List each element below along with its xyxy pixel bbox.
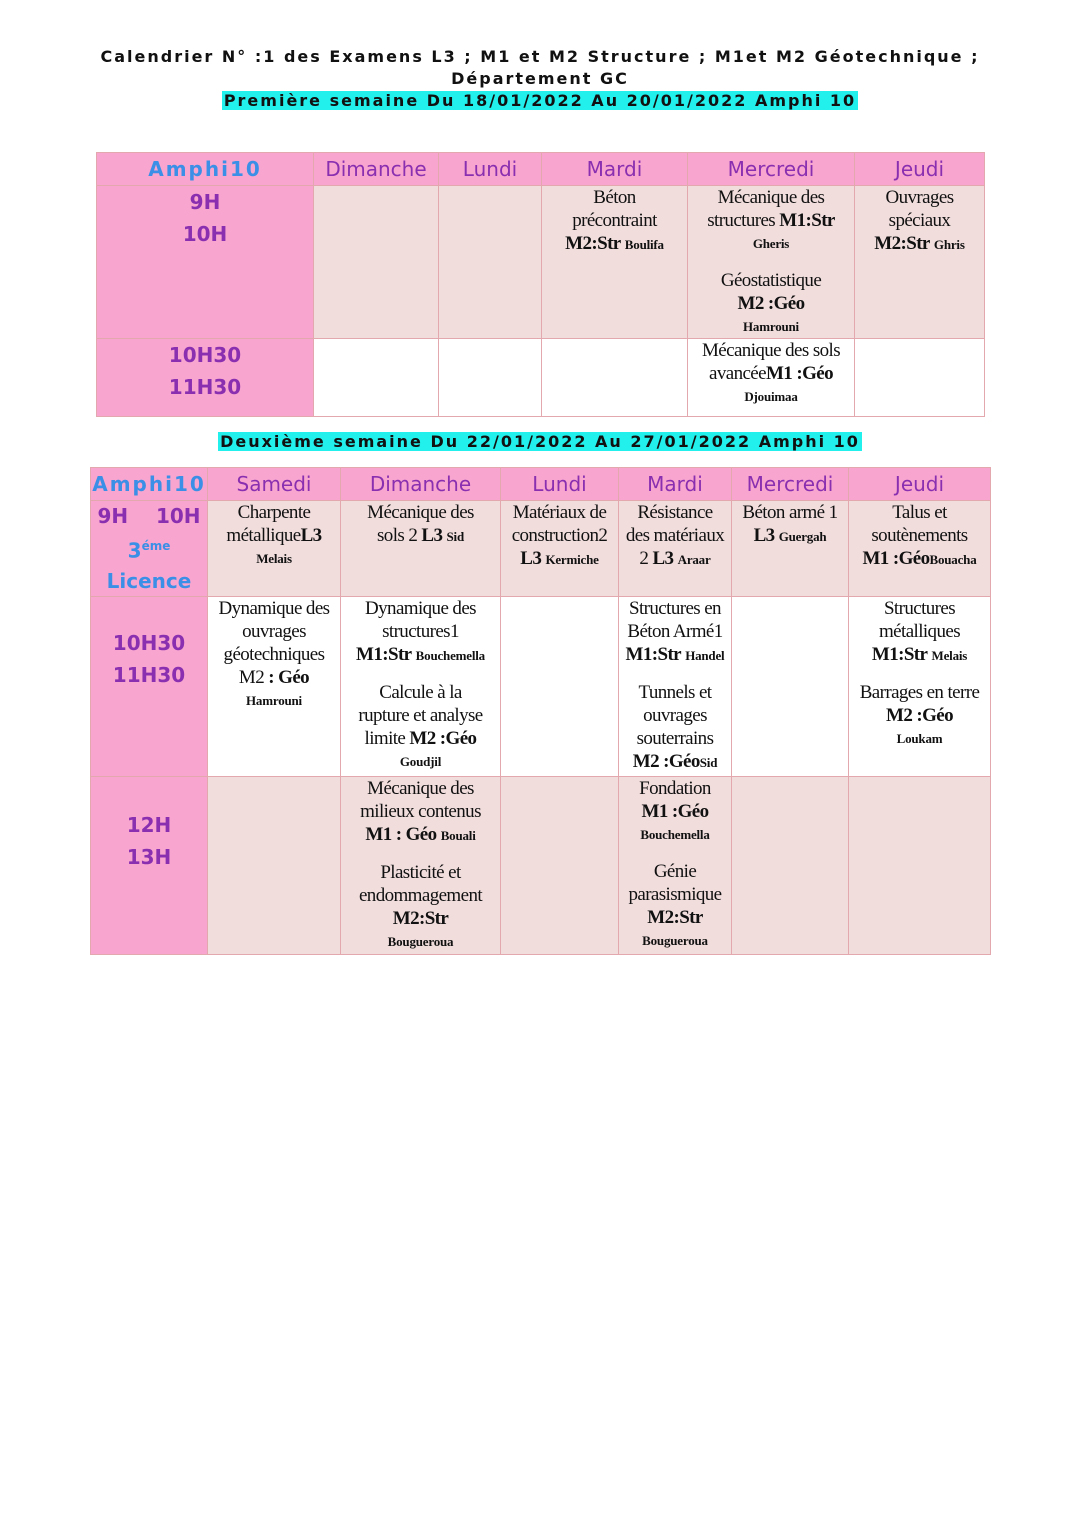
week1-header-row bbox=[97, 153, 985, 186]
time-start: 10H30 bbox=[168, 343, 242, 367]
week1-slot1-time bbox=[97, 186, 314, 339]
exam-name: limite bbox=[364, 727, 406, 749]
exam-name: structures bbox=[707, 210, 776, 231]
week2-slot-3 bbox=[91, 776, 991, 954]
exam-professor: Bouchemella bbox=[415, 647, 485, 663]
year-label bbox=[91, 531, 207, 566]
exam-level: M1:Str bbox=[356, 643, 412, 665]
exam-name: avancée bbox=[709, 363, 766, 384]
year-number: 3 bbox=[127, 538, 142, 563]
week2-day-mercredi: Mercredi bbox=[732, 468, 849, 501]
week2-slot3-mercredi bbox=[732, 776, 849, 954]
exam-level: L3 bbox=[421, 525, 443, 546]
exam-professor: Sid bbox=[446, 529, 464, 544]
exam-name: géotechniques bbox=[223, 643, 325, 665]
week2-slot1-jeudi bbox=[849, 501, 991, 597]
exam-professor: Loukam bbox=[896, 730, 943, 746]
week1-slot2-time bbox=[97, 339, 314, 417]
exam-name: des matériaux bbox=[625, 525, 725, 546]
week2-header-row bbox=[91, 468, 991, 501]
exam-name: Dynamique des bbox=[365, 597, 476, 619]
week2-slot3-lundi bbox=[501, 776, 619, 954]
exam-level: M2:Str bbox=[565, 233, 621, 254]
week2-slot2-time bbox=[91, 596, 208, 776]
time-end: 10H bbox=[182, 222, 228, 246]
exam-name: Ouvrages bbox=[885, 187, 954, 208]
week2-slot1-dimanche bbox=[341, 501, 501, 597]
exam-level: M1:Str bbox=[779, 210, 835, 231]
week2-corner: Amphi10 bbox=[91, 468, 208, 501]
week2-slot3-jeudi bbox=[849, 776, 991, 954]
week1-slot-1 bbox=[97, 186, 985, 339]
document-title bbox=[0, 46, 1080, 112]
exam-professor: Araar bbox=[677, 552, 711, 567]
week1-day-dimanche: Dimanche bbox=[314, 153, 439, 186]
time-start: 10H30 bbox=[112, 630, 186, 655]
exam-level: M2 :Géo bbox=[409, 727, 477, 749]
exam-level: M2:Str bbox=[392, 907, 449, 929]
week2-table bbox=[90, 467, 991, 955]
exam-name: métalliques bbox=[879, 620, 960, 642]
exam-name: précontraint bbox=[572, 210, 657, 231]
exam-name: Barrages en terre bbox=[859, 681, 980, 703]
week2-slot1-mardi bbox=[619, 501, 732, 597]
week2-slot2-mercredi bbox=[732, 596, 849, 776]
week1-slot1-lundi bbox=[439, 186, 542, 339]
exam-name: Fondation bbox=[639, 777, 711, 799]
year-suffix: éme bbox=[141, 539, 171, 553]
week2-slot-1 bbox=[91, 501, 991, 597]
time-end: 11H30 bbox=[112, 662, 186, 687]
week2-slot3-dimanche bbox=[341, 776, 501, 954]
exam-name: spéciaux bbox=[888, 210, 951, 231]
exam-professor: Bouacha bbox=[929, 552, 977, 567]
exam-name: sols 2 bbox=[377, 525, 418, 546]
exam-name: Génie bbox=[653, 860, 697, 882]
exam-professor: Melais bbox=[256, 551, 292, 566]
title-line-2: Département GC bbox=[451, 69, 629, 88]
exam-level: M1 :Géo bbox=[765, 363, 833, 384]
exam-professor: Hamrouni bbox=[743, 319, 799, 334]
week2-day-dimanche: Dimanche bbox=[341, 468, 501, 501]
exam-professor: Kermiche bbox=[545, 552, 599, 567]
exam-professor: Handel bbox=[685, 647, 725, 663]
exam-level: M2 :Géo bbox=[737, 293, 805, 314]
week1-slot2-dimanche bbox=[314, 339, 439, 417]
exam-professor: Guergah bbox=[778, 529, 827, 544]
exam-name: Structures bbox=[883, 597, 956, 619]
exam-professor: Boulifa bbox=[624, 237, 664, 252]
title-line-1: Calendrier N° :1 des Examens L3 ; M1 et M2 Structure ; M1et M2 Géotechnique ; bbox=[100, 47, 980, 66]
exam-professor: Melais bbox=[931, 647, 968, 663]
week1-day-mercredi: Mercredi bbox=[688, 153, 855, 186]
exam-level: M2 :Géo bbox=[632, 750, 700, 772]
week2-slot-2 bbox=[91, 596, 991, 776]
exam-level: M2 bbox=[238, 666, 265, 688]
week1-slot-2 bbox=[97, 339, 985, 417]
exam-level: L3 bbox=[652, 548, 674, 569]
exam-level: L3 bbox=[300, 525, 322, 546]
exam-name: endommagement bbox=[358, 884, 483, 906]
week1-slot2-jeudi bbox=[855, 339, 985, 417]
exam-level: L3 bbox=[520, 548, 542, 569]
exam-name: milieux contenus bbox=[360, 800, 481, 822]
exam-name: Tunnels et bbox=[638, 681, 712, 703]
exam-name: Charpente bbox=[237, 502, 311, 523]
exam-professor: Bougueroua bbox=[387, 933, 454, 949]
time-start: 12H bbox=[126, 812, 172, 837]
week2-day-lundi: Lundi bbox=[501, 468, 619, 501]
exam-name: Béton armé 1 bbox=[742, 502, 838, 523]
exam-name: 2 bbox=[639, 548, 649, 569]
exam-level: M1:Str bbox=[625, 643, 682, 665]
exam-professor: Bougueroua bbox=[642, 932, 708, 948]
week2-day-mardi: Mardi bbox=[619, 468, 732, 501]
exam-name: ouvrages bbox=[242, 620, 306, 642]
exam-name: Calcule à la bbox=[379, 681, 462, 703]
week1-corner: Amphi10 bbox=[97, 153, 314, 186]
exam-name: Mécanique des bbox=[717, 187, 825, 208]
exam-name: Matériaux de bbox=[512, 502, 607, 523]
exam-name: Mécanique des sols bbox=[702, 340, 840, 361]
week2-slot3-samedi bbox=[208, 776, 341, 954]
week1-slot1-mercredi bbox=[688, 186, 855, 339]
time-range: 9H 10H bbox=[97, 504, 201, 528]
exam-level: M1 : Géo bbox=[365, 823, 437, 845]
week2-slot1-mercredi bbox=[732, 501, 849, 597]
week2-slot2-dimanche bbox=[341, 596, 501, 776]
week2-slot1-time bbox=[91, 501, 208, 597]
week1-slot2-mercredi bbox=[688, 339, 855, 417]
exam-name: Béton Armé1 bbox=[627, 620, 723, 642]
exam-level: : Géo bbox=[268, 666, 310, 688]
week1-slot1-dimanche bbox=[314, 186, 439, 339]
exam-name: Structures en bbox=[629, 597, 721, 619]
week1-day-mardi: Mardi bbox=[542, 153, 688, 186]
exam-name: Mécanique des bbox=[367, 502, 474, 523]
exam-professor: Djouimaa bbox=[744, 389, 798, 404]
exam-level: L3 bbox=[753, 525, 775, 546]
week2-slot1-lundi bbox=[501, 501, 619, 597]
time-end: 13H bbox=[126, 844, 172, 869]
week2-slot2-lundi bbox=[501, 596, 619, 776]
exam-name: rupture et analyse bbox=[358, 704, 483, 726]
exam-professor: Ghris bbox=[933, 237, 965, 252]
week1-slot2-lundi bbox=[439, 339, 542, 417]
exam-level: M2 :Géo bbox=[885, 704, 954, 726]
exam-level: M1 :Géo bbox=[862, 548, 930, 569]
week2-title-text: Deuxième semaine Du 22/01/2022 Au 27/01/2022 Amphi 10 bbox=[220, 432, 860, 451]
exam-level: M1 :Géo bbox=[641, 800, 709, 822]
exam-name: souterrains bbox=[636, 727, 714, 749]
week2-day-samedi: Samedi bbox=[208, 468, 341, 501]
exam-level: M2:Str bbox=[647, 906, 703, 928]
exam-name: Dynamique des bbox=[218, 597, 330, 619]
exam-name: Résistance bbox=[637, 502, 713, 523]
exam-professor: Sid bbox=[699, 754, 718, 770]
exam-name: ouvrages bbox=[643, 704, 707, 726]
time-start: 9H bbox=[189, 190, 221, 214]
week1-slot1-jeudi bbox=[855, 186, 985, 339]
week1-slot2-mardi bbox=[542, 339, 688, 417]
exam-professor: Bouali bbox=[440, 827, 476, 843]
week2-slot3-mardi bbox=[619, 776, 732, 954]
week2-title bbox=[0, 431, 1080, 453]
exam-name: construction2 bbox=[511, 525, 608, 546]
exam-name: Géostatistique bbox=[720, 270, 822, 291]
week1-day-lundi: Lundi bbox=[439, 153, 542, 186]
exam-name: parasismique bbox=[628, 883, 722, 905]
exam-name: Béton bbox=[593, 187, 636, 208]
exam-name: soutènements bbox=[871, 525, 968, 546]
exam-name: métallique bbox=[226, 525, 301, 546]
exam-name: Plasticité et bbox=[380, 861, 461, 883]
exam-level: M1:Str bbox=[871, 643, 928, 665]
week1-title bbox=[0, 90, 1080, 112]
exam-professor: Gheris bbox=[752, 236, 790, 251]
week2-slot2-samedi bbox=[208, 596, 341, 776]
week1-table bbox=[96, 152, 985, 417]
exam-professor: Goudjil bbox=[399, 753, 442, 769]
week2-slot1-samedi bbox=[208, 501, 341, 597]
exam-professor: Bouchemella bbox=[640, 826, 710, 842]
week1-title-text: Première semaine Du 18/01/2022 Au 20/01/2022 Amphi 10 bbox=[223, 91, 857, 110]
time-end: 11H30 bbox=[168, 375, 242, 399]
exam-name: Mécanique des bbox=[367, 777, 474, 799]
exam-professor: Hamrouni bbox=[246, 692, 302, 708]
week2-day-jeudi: Jeudi bbox=[849, 468, 991, 501]
week1-slot1-mardi bbox=[542, 186, 688, 339]
week1-day-jeudi: Jeudi bbox=[855, 153, 985, 186]
exam-level: M2:Str bbox=[874, 233, 930, 254]
exam-name: Talus et bbox=[892, 502, 947, 523]
week2-slot2-mardi bbox=[619, 596, 732, 776]
week2-slot3-time bbox=[91, 776, 208, 954]
licence-label: Licence bbox=[106, 568, 192, 593]
exam-name: structures1 bbox=[382, 620, 459, 642]
week2-slot2-jeudi bbox=[849, 596, 991, 776]
